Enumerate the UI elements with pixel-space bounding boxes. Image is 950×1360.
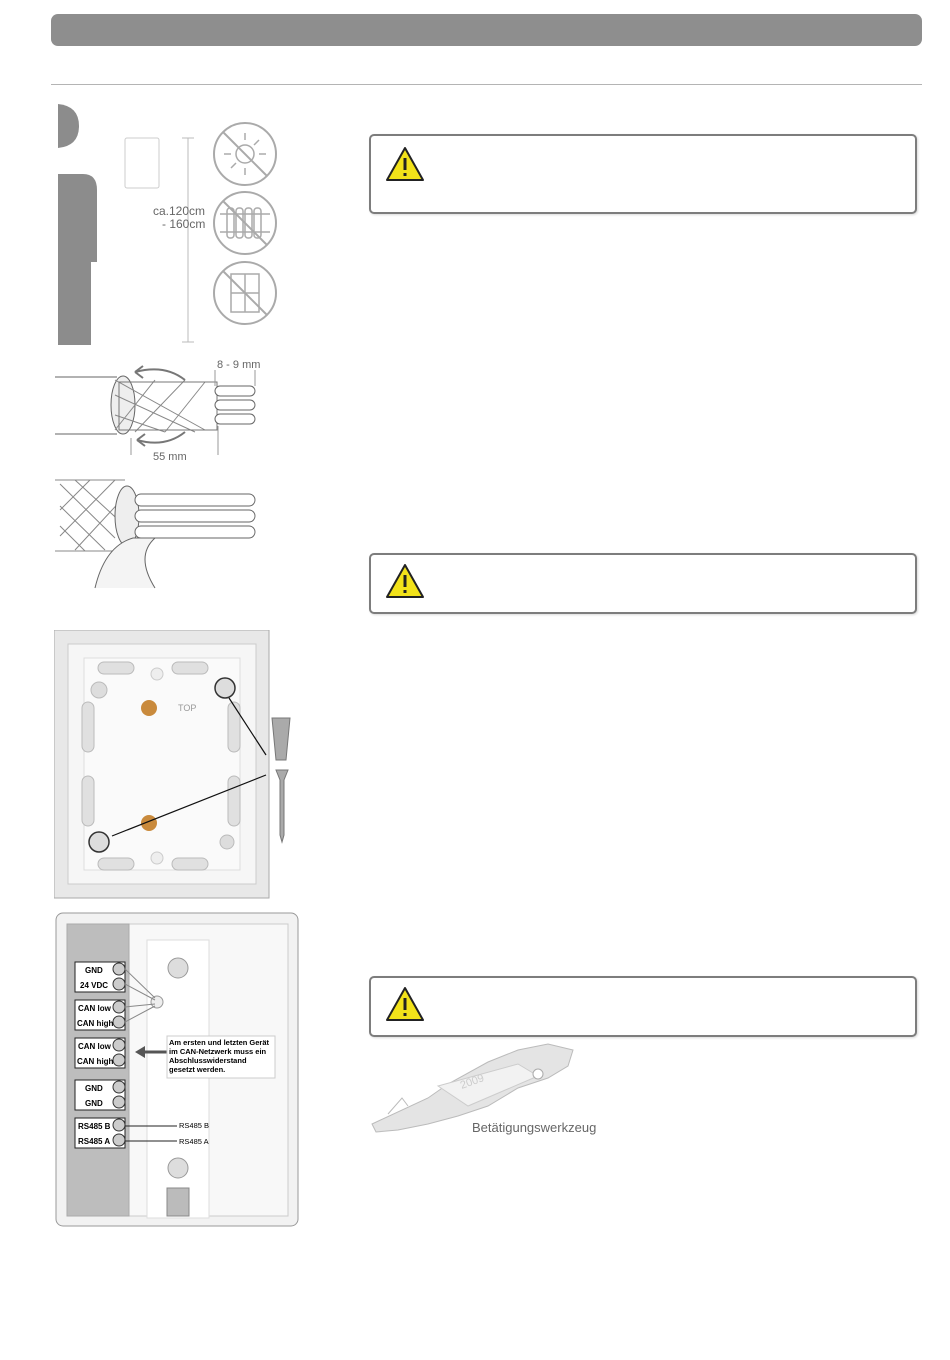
terminal-label-5b: RS485 A: [78, 1137, 111, 1146]
warning-box-2: [369, 553, 917, 614]
height-label-2: - 160cm: [162, 217, 206, 231]
terminal-label-2a: CAN low: [78, 1004, 111, 1013]
termination-note: Am ersten und letzten Gerät im CAN-Netzwerk muss ein Abschlusswiderstand gesetzt werden.: [169, 1038, 270, 1074]
warning-icon: [385, 563, 425, 599]
warning-box-1: [369, 134, 917, 214]
tool-caption: Betätigungswerkzeug: [472, 1120, 597, 1135]
rs485-b-label: RS485 B: [179, 1121, 210, 1130]
cable-clamp-drawing: [55, 476, 285, 592]
sun-icon: [214, 123, 276, 185]
terminal-label-3a: CAN low: [78, 1042, 111, 1051]
terminal-label-4a: GND: [85, 1084, 103, 1093]
strip-dim-bottom: 55 mm: [153, 451, 187, 463]
strip-dim-top: 8 - 9 mm: [217, 359, 261, 371]
radiator-icon: [214, 192, 276, 254]
terminal-label-4b: GND: [85, 1099, 103, 1108]
door-icon: [214, 262, 276, 324]
warning-icon: [385, 146, 425, 182]
terminal-label-2b: CAN high: [77, 1019, 114, 1028]
header-rule: [51, 84, 922, 85]
warning-box-3: [369, 976, 917, 1037]
tool-mark: 2009: [458, 1072, 486, 1092]
top-label: TOP: [178, 703, 197, 713]
terminal-label-1a: GND: [85, 966, 103, 975]
terminal-label-3b: CAN high: [77, 1057, 114, 1066]
terminal-label-1b: 24 VDC: [80, 981, 109, 990]
terminal-label-5a: RS485 B: [78, 1122, 111, 1131]
height-label-1: ca.120cm: [153, 204, 206, 218]
header-bar: [51, 14, 922, 46]
terminal-figure: [55, 912, 300, 1228]
mounting-box-drawing: [54, 630, 299, 900]
mounting-box-figure: [54, 630, 299, 900]
cable-figure: [55, 476, 285, 592]
rs485-a-label: RS485 A: [179, 1137, 209, 1146]
warning-icon: [385, 986, 425, 1022]
